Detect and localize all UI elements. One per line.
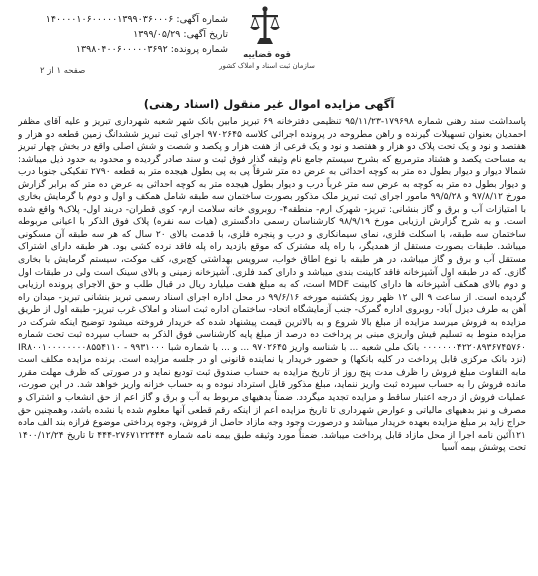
judiciary-emblem-icon	[248, 6, 282, 48]
ad-date-label: تاریخ آگهی:	[183, 29, 228, 40]
body-text: پاسداشت سند رهنی شماره ۱۷۹۶۹۸-۹۵/۱۱/۲۳ تنظیمی دفترخانه ۶۹ تبریز مابین بانک شهر شعبه شهرداری تبریز و علیه آقای مظفر احمدیان بعنوان تسهیلات گیرنده و راهن مطروحه در پرونده اجرائی کلاسه ۹۷۰۲۶۴۵ اجرای ثبت تبریز ششدانگ زمین قطعه دو هزار و هفتصد و نود و یک تحت پلاک دو هزار و هفتصد و نود و یک فرعی از هفت هزار و پکصد و شصت و شش اصلی واقع در بخش چهار تبریز به مساحت یکصد و هشتاد مترمربع که بشرح سیستم جامع نام وثیقه گذار فوق ثبت و سند صادر گردیده و محدود به حدود ذیل میباشد: شمالا دیوار و دیوار بطول ده متر به کوچه احداثی به عرض ده متر شرقاً پی به پی بطول هیجده متر به قطعه ۲۷۹۰ تفکیکی جنوبا درب و دیوار بطول ده متر به کوچه به عرض سه متر غرباً درب و دیوار بطول هیجده متر به کوچه احداثی به عرض ده متر که برابر گزارش مورخ ۹۷/۸/۱۲ و ۹۹/۵/۲۸ مامور اجرای ثبت تبریز ملک مذکور بصورت ساختمان سه طبقه شامل همکف و اول و دوم با گرمایش بخاری با امتیازات آب و برق و گاز بنشانی: تبریز- شهرک ارم- منطقه۴- روبروی خانه سلامت ارم- کوی قطران- دربند اول- پلاک۹ واقع شده است. و به شرح گزارش ارزیابی مورخ ۹۸/۹/۱۹ کارشناسان رسمی دادگستری (هیات سه نفره) پلاک فوق الذکر با اعیانی مربوطه ساختمان سه طبقه، با اسکلت فلزی، نمای سیمانکاری و درب و پنجره فلزی، با قدمت بالای ۲۰ سال که هر سه طبقه آن مسکونی میباشد. طبقات بصورت مستقل از همدیگر، با راه پله مشترک که موقع بازدید راه پله فاقد نرده کشی بود. هر طبقه دارای اشتراک مستقل آب و برق و گاز میباشد، در هر طبقه با نوع اطاق خواب، سرویس بهداشتی کچ‌بری، کف موکت، سیستم گرمایش با بخاری گازی. که در طبقه اول آشپزخانه فاقد کابینت بندی میباشد و دارای کمد فلزی. آشپزخانه زمینی و بالای سینک است ولی در طبقات اول و دوم بالای همکف آشپزخانه ها دارای کابینت MDF است، که به مبلغ هفت میلیارد ریال در قبال طلب و حق الاجرای پرونده ارزیابی گردیده است. از ساعت ۹ الی ۱۲ ظهر روز یکشنبه مورخه ۹۹/۶/۱۶ در محل اداره اجرای اسناد رسمی تبریز بنشانی تبریز- میدان راه آهن به طرف دیزل آباد- روبروی اداره گمرک- جنب آزمایشگاه اتحاد- ساختمان اداره ثبت اسناد و املاک غرب تبریز- طبقه اول از طریق مزایده به فروش میرسد مزایده از مبلغ بالا شروع و به بالاترین قیمت پیشنهاد شده که خریدار فروخته میشود توضیح اینکه شرکت در مزایده منوط به تسلیم فیش واریزی مبنی بر پرداخت ده درصد از مبلغ پایه کارشناسی فوق الذکر به حساب سپرده ثبت تحت شماره ۰۰۰۰۰۰۰۴۲۲۰۸۹۳۶۷۴۵۷۶۰ بانک ملی شعبه ... با شناسه واریز ۹۷۰۲۶۴۵ ... و ... با شماره شبا IR۸۰۰۱۰۰۰۰۰۰۰۰۸۵۵۴۱۱۰ - ۹۹۳۱۰۰۰ (نزد بانک مرکزی قابل پرداخت در کلیه بانکها) و حضور خریدار یا نماینده قانونی او در جلسه مزایده است. برنده مزایده مکلف است مابه التفاوت مبلغ فروش را ظرف مدت پنج روز از تاریخ مزایده به حساب صندوق ثبت تودیع نماید و در صورتی که ظرف مهلت مقرر مانده فروش را به حساب سپرده ثبت واریز ننماید، مبلغ مذکور قابل استرداد نبوده و به حساب خزانه واریز خواهد شد. در این صورت، عملیات فروش از درجه اعتبار ساقط و مزایده تجدید میگردد. ضمناً بدهیهای مربوط به آب و برق و گاز اعم از حق انشعاب و اشتراک و مصرف و نیز بدهیهای مالیاتی و عوارض شهرداری تا تاریخ مزایده اعم از اینکه رقم قطعی آنها معلوم شده یا نشده باشد، وهمچنین حق حراج زاید بر مبلغ مزایده بعهده خریدار میباشد و درصورت وجود وجه مازاد حاصل از فروش، وجوه پرداختی موضوع فرازه بند الف ماده ۱۲۱آئین نامه اجرا از محل مازاد قابل پرداخت میباشد. ضمناً مورد وثیقه طبق بیمه نامه شماره ۲۷۶۷۱۲۲۴۴۴-۴۴۴ تا تاریخ ۱۴۰۰/۱۲/۲۴ تحت پوشش بیمه آسیا	[18, 116, 526, 454]
file-number-label: شماره پرونده:	[170, 44, 228, 55]
page-number: صفحه ۱ از ۲	[40, 66, 86, 76]
org-name: سازمان ثبت اسناد و املاک کشور	[219, 62, 315, 70]
document-title: آگهی مزایده اموال غیر منقول (اسناد رهنی)	[143, 97, 395, 111]
ad-number: ۱۴۰۰۰۰۱۰۶۰۰۰۰۰۱۳۹۹۰۳۶۰۰۰۶	[45, 14, 174, 25]
ad-date-row	[18, 27, 228, 42]
file-number: ۱۳۹۸۰۴۰۰۶۰۰۰۰۰۳۶۹۲	[75, 44, 168, 55]
ad-meta	[18, 12, 228, 57]
ad-number-row	[18, 12, 228, 27]
judiciary-name: قوه قضاییه	[243, 50, 291, 60]
ad-number-label: شماره آگهی:	[176, 14, 228, 25]
file-number-row	[18, 42, 228, 57]
ad-date: ۱۳۹۹/۰۵/۲۹	[133, 29, 181, 40]
